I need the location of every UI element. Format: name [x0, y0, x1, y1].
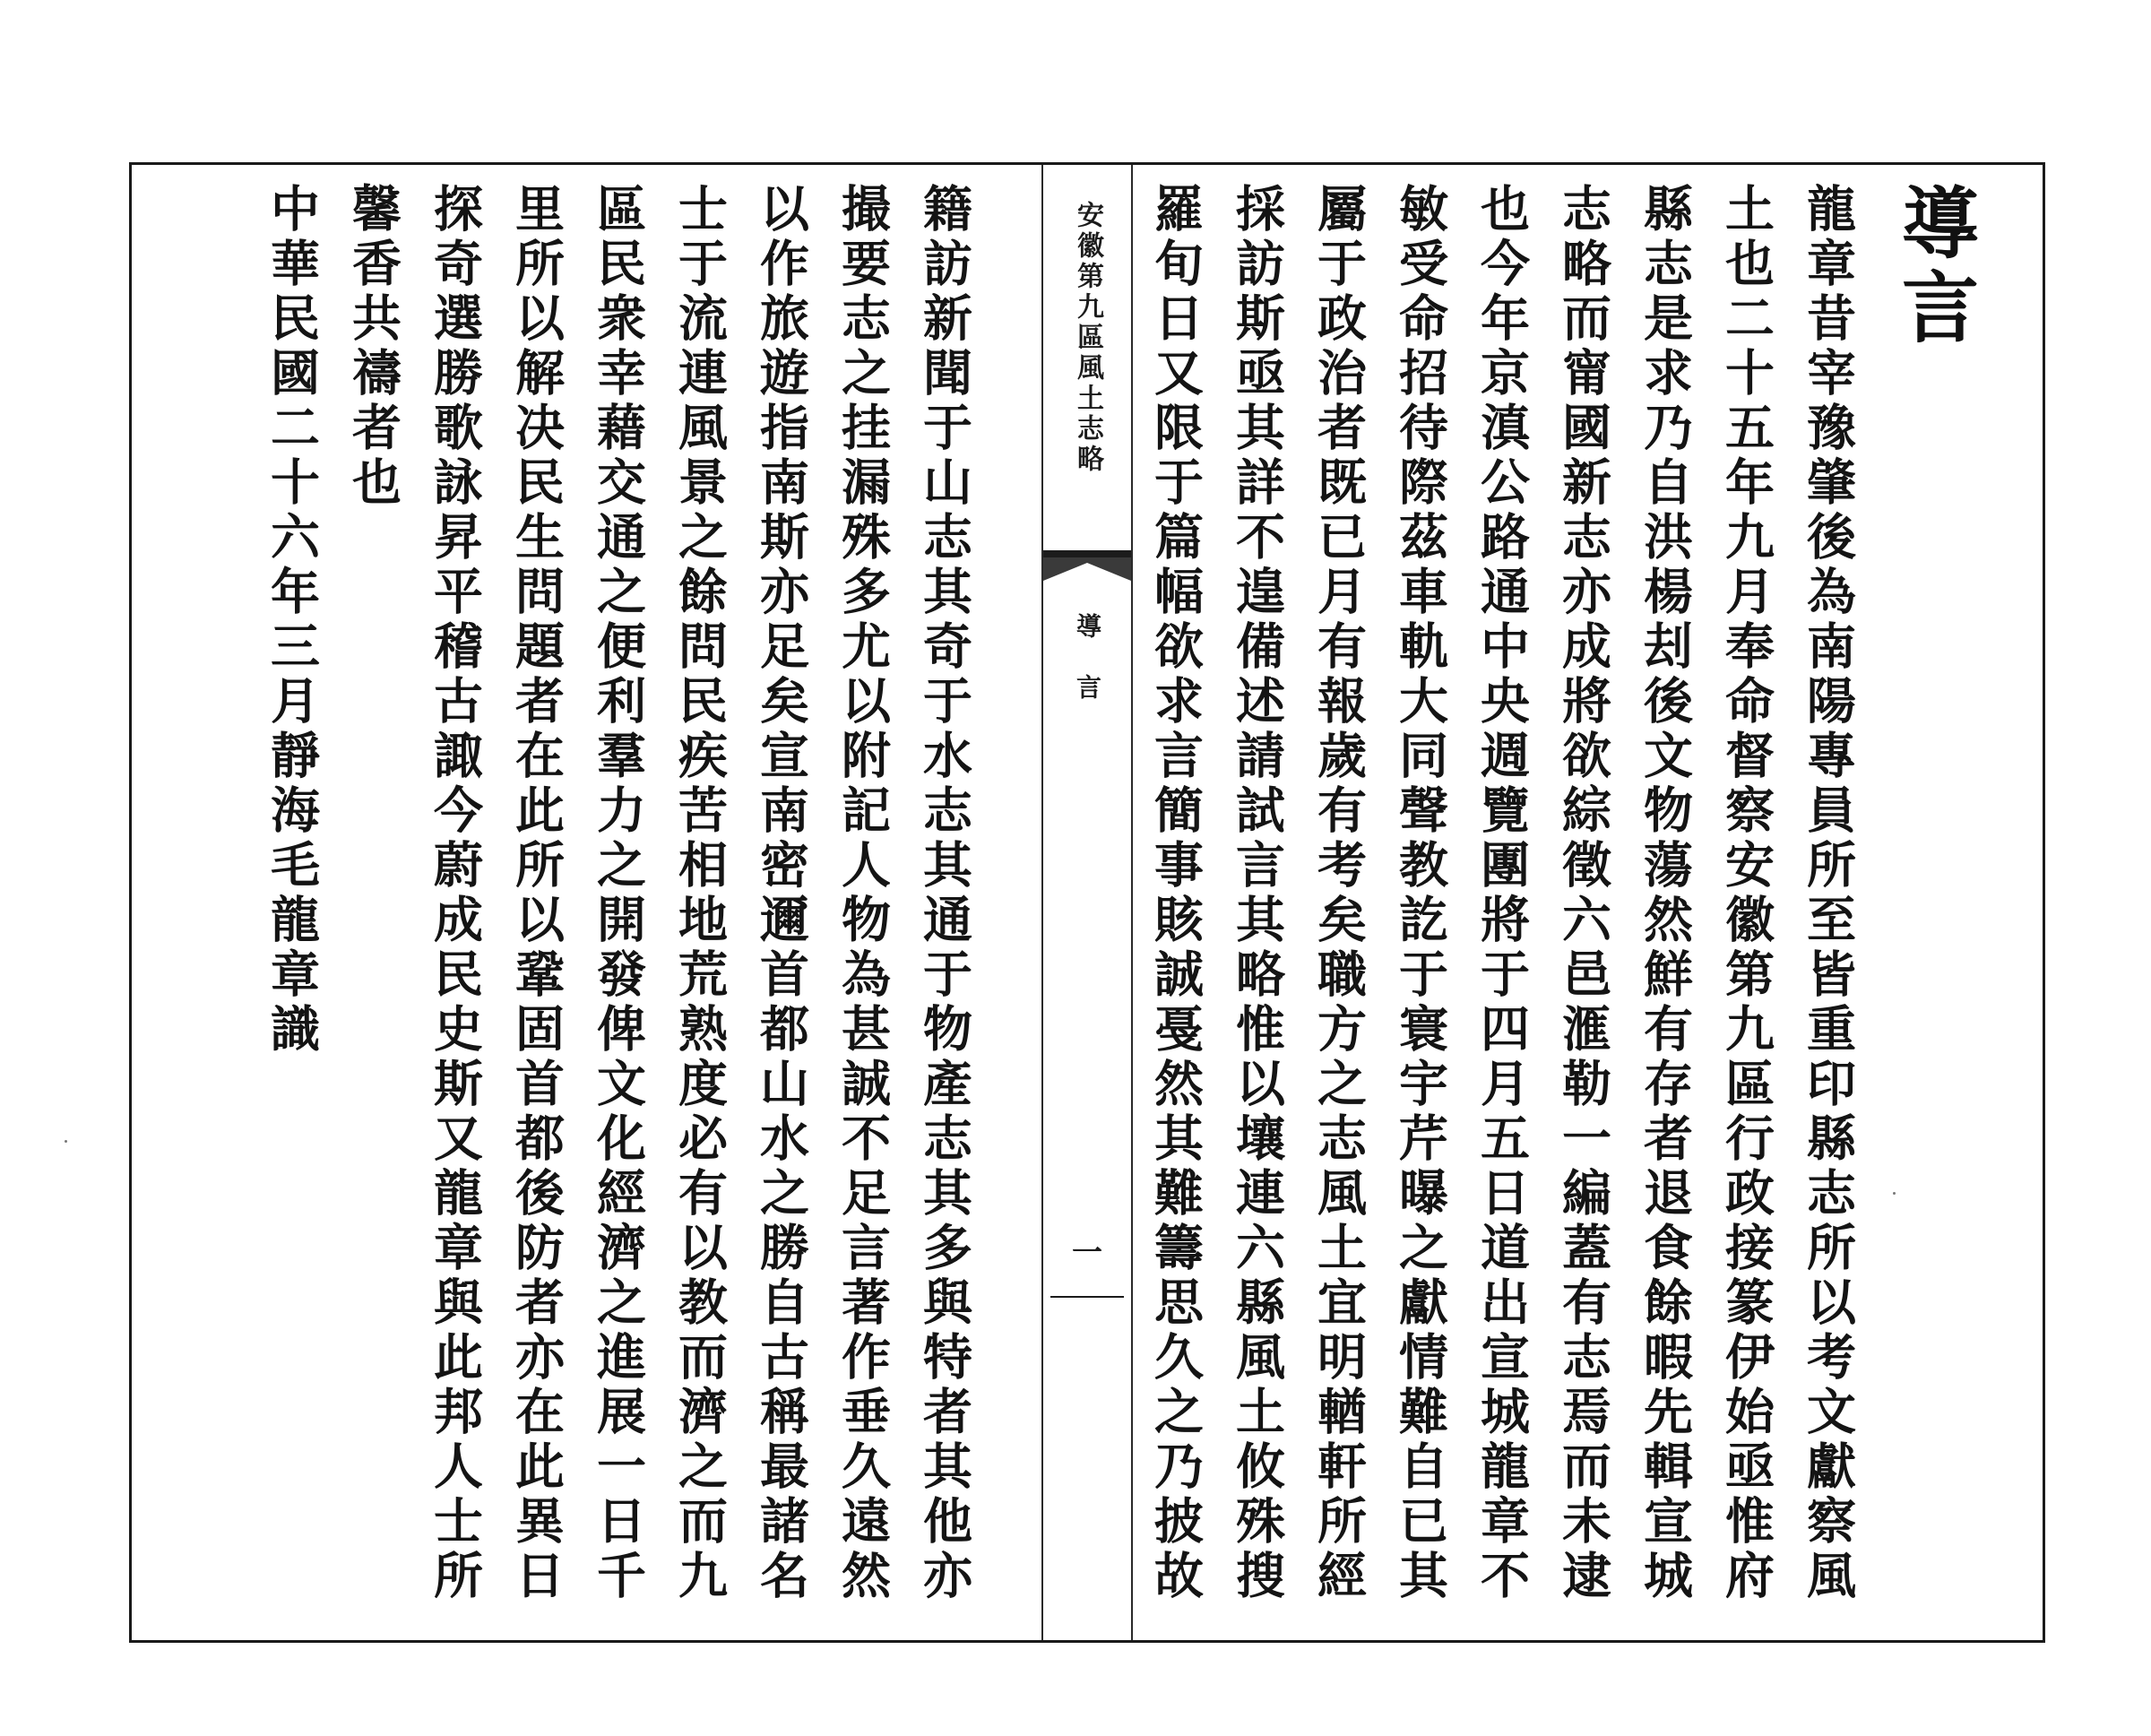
paper-speck	[1893, 1192, 1896, 1195]
gutter-border-right	[1131, 165, 1133, 1640]
gutter-section-label: 導言	[1073, 613, 1102, 735]
gutter-rule-line	[1050, 1296, 1124, 1298]
right-page-body-text: 龍章昔宰豫肇後為南陽專員所至皆重印縣志所以考文獻察風 土也二十五年九月奉命督察安徽第九區行政接篆伊始亟惟府 縣志是求乃自洪楊刦後文物蕩然鮮有存者退食餘暇先輯宣城 志略而甯國新志亦成將欲綜徵六邑滙勒一編蓋有志焉而未逮 也今年京滇公路通中央週覽團將于四月五日道出宣城龍章不 敏受命招待際茲車軌大同聲教訖于寰宇芹曝之獻情難自已其 屬于政治者既已月有報歲有考矣職方之志風土宜明輶軒所經 採訪斯亟其詳不遑備述請試言其略惟以壤連六縣風土攸殊搜 羅旬日又限于篇幅欲求言簡事賅誠戞然其難籌思久之乃披故	[1146, 183, 1857, 1604]
book-spread-frame	[129, 162, 2045, 1643]
gutter-book-title: 安徽第九區風土志略	[1072, 201, 1103, 475]
book-gutter	[1043, 165, 1131, 1640]
fishtail-mark-icon	[1043, 550, 1131, 595]
paper-speck	[65, 1140, 67, 1143]
left-page-body-text: 籍訪新聞于山志其奇于水志其通于物產志其多與特者其他亦 撮要志之挂漏殊多尤以附記人物為甚誠不足言著作垂久遠然 以作旅遊指南斯亦足矣宣南密邇首都山水之勝自古稱最諸名 士于流連風景之餘問民疾苦相地荒熟度必有以教而濟之而九 區民衆幸藉交通之便利羣力之開發俾文化經濟之進展一日千 里所以解决民生問題者在此所以鞏固首都後防者亦在此異日 探奇選勝歌詠昇平稽古諏今蔚成民史斯又龍章與此邦人士所 馨香共禱者也 中華民國二十六年三月靜海毛龍章識	[263, 183, 973, 1604]
chapter-heading: 導言	[1888, 183, 1979, 351]
page-number: 一	[1072, 1235, 1102, 1271]
